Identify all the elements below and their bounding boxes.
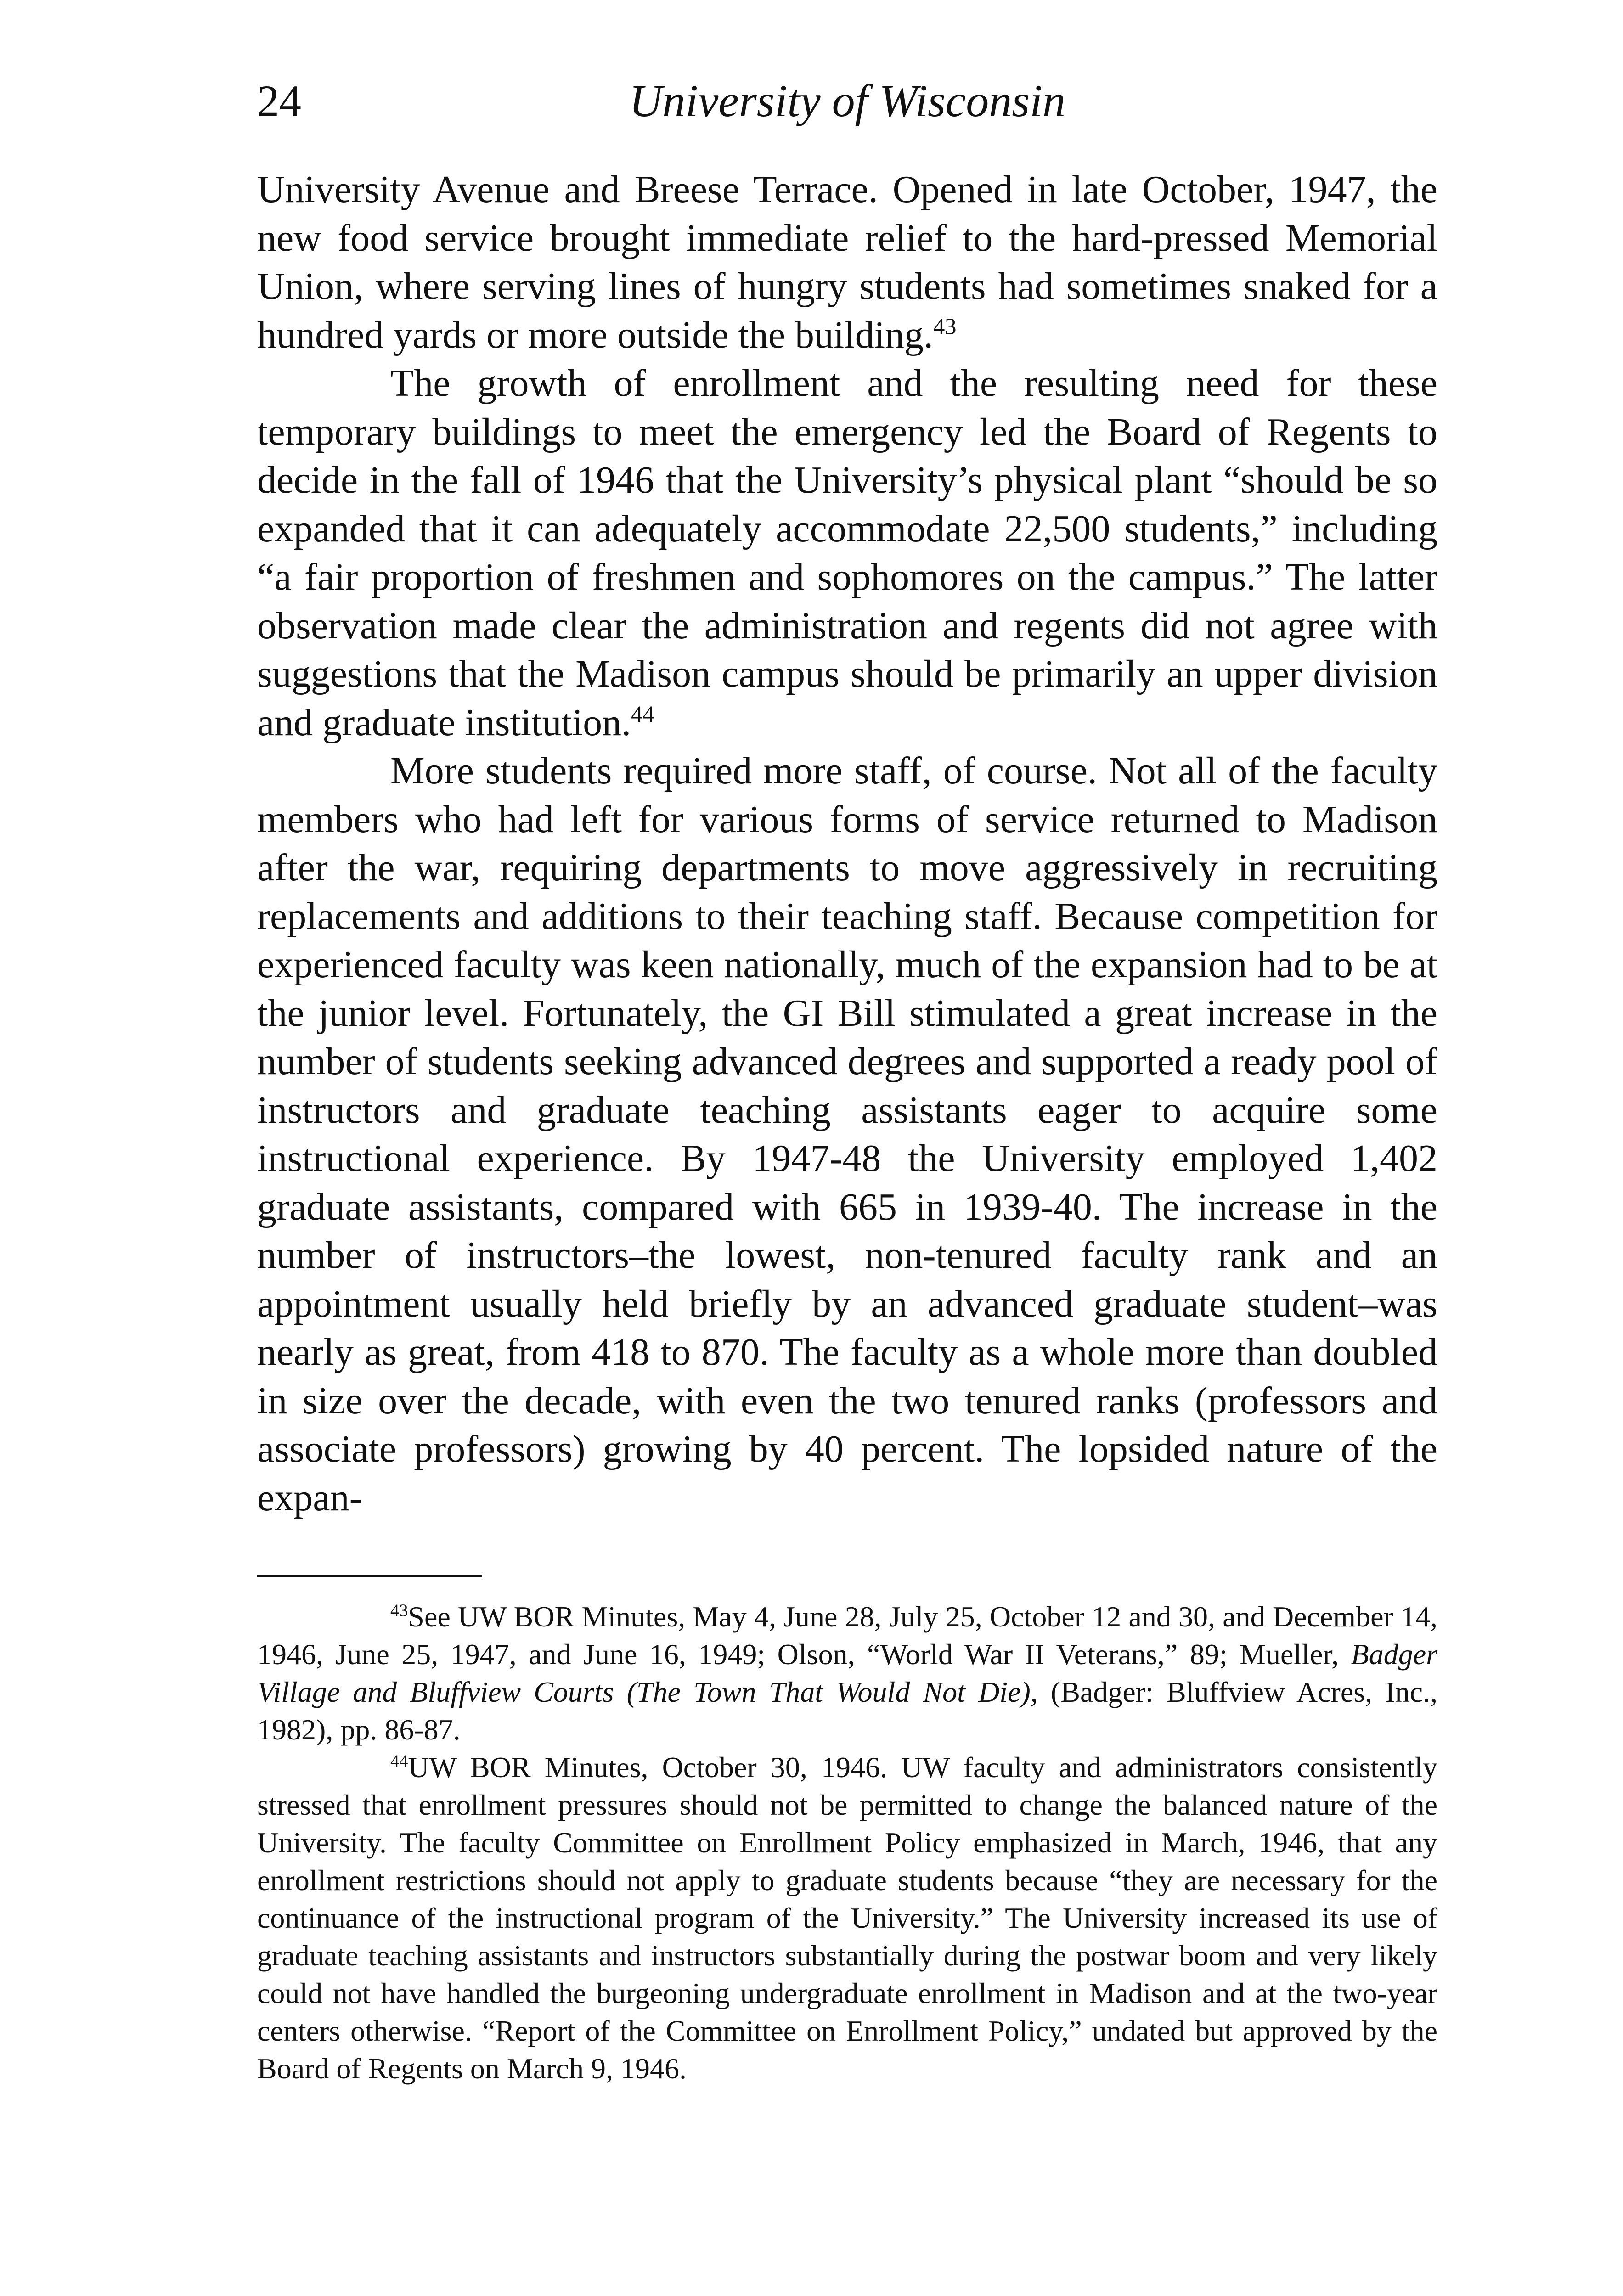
footnote-43-text-before: See UW BOR Minutes, May 4, June 28, July 25, October 12 and 30, and December 14, 1946, June 25, 1947, and June 16, 1949; Olson, “World War II Veterans,” 89; Mueller,	[257, 1600, 1437, 1671]
paragraph-2-text: The growth of enrollment and the resulting need for these temporary buildings to meet the emergency led the Board of Regents to decide in the fall of 1946 that the University’s physical plant “should be so expanded that it can adequately accommodate 22,500 students,” including “a fair proportion of freshmen and sophomores on the campus.” The latter observation made clear the administration and regents did not agree with suggestions that the Madison campus should be primarily an upper division and graduate institution.	[257, 362, 1437, 744]
footnote-ref-43: 43	[933, 313, 957, 339]
footnote-marker-43: 43	[390, 1601, 408, 1621]
paragraph-3-text: More students required more staff, of course. Not all of the faculty members who had left for various forms of service returned to Madison after the war, requiring departments to move aggressively in recruiting replacements and additions to their teaching staff. Because competition for experienced faculty was keen nationally, much of the expansion had to be at the junior level. Fortunately, the GI Bill stimulated a great increase in the number of students seeking advanced degrees and supported a ready pool of instructors and graduate teaching assistants eager to acquire some instructional experience. By 1947-48 the University employed 1,402 graduate assistants, compared with 665 in 1939-40. The increase in the number of instructors–the lowest, non-tenured faculty rank and an appointment usually held briefly by an advanced graduate student–was nearly as great, from 418 to 870. The faculty as a whole more than doubled in size over the decade, with even the two tenured ranks (professors and associate professors) growing by 40 percent. The lopsided nature of the expan-	[257, 749, 1437, 1519]
footnote-ref-44: 44	[631, 701, 654, 727]
footnote-marker-44: 44	[390, 1751, 408, 1771]
footnote-43-text-after: (Badger: Bluffview Acres, Inc., 1982), pp. 86-87.	[257, 1676, 1438, 1746]
paragraph-1-text: University Avenue and Breese Terrace. Opened in late October, 1947, the new food service brought immediate relief to the hard-pressed Memorial Union, where serving lines of hungry students had sometimes snaked for a hundred yards or more outside the building.	[257, 168, 1437, 356]
page-number: 24	[257, 76, 301, 125]
main-text	[257, 165, 1437, 1522]
footnote-43-title: Badger Village and Bluffview Courts (The Town That Would Not Die),	[257, 1638, 1437, 1708]
footnote-43	[257, 1598, 1437, 1749]
paragraph-1	[257, 165, 1437, 359]
paragraph-2	[257, 359, 1437, 747]
page-header	[257, 69, 1437, 133]
running-title: University of Wisconsin	[629, 75, 1065, 126]
paragraph-3	[257, 747, 1437, 1522]
footnotes	[257, 1598, 1437, 2088]
footnote-divider	[257, 1575, 482, 1577]
footnote-44	[257, 1749, 1437, 2088]
footnote-44-text: UW BOR Minutes, October 30, 1946. UW faculty and administrators consistently stressed that enrollment pressures should not be permitted to change the balanced nature of the University. The faculty Committee on Enrollment Policy emphasized in March, 1946, that any enrollment restrictions should not apply to graduate students because “they are necessary for the continuance of the instructional program of the University.” The University increased its use of graduate teaching assistants and instructors substantially during the postwar boom and very likely could not have handled the burgeoning undergraduate enrollment in Madison and at the two-year centers otherwise. “Report of the Committee on Enrollment Policy,” undated but approved by the Board of Regents on March 9, 1946.	[257, 1751, 1437, 2085]
